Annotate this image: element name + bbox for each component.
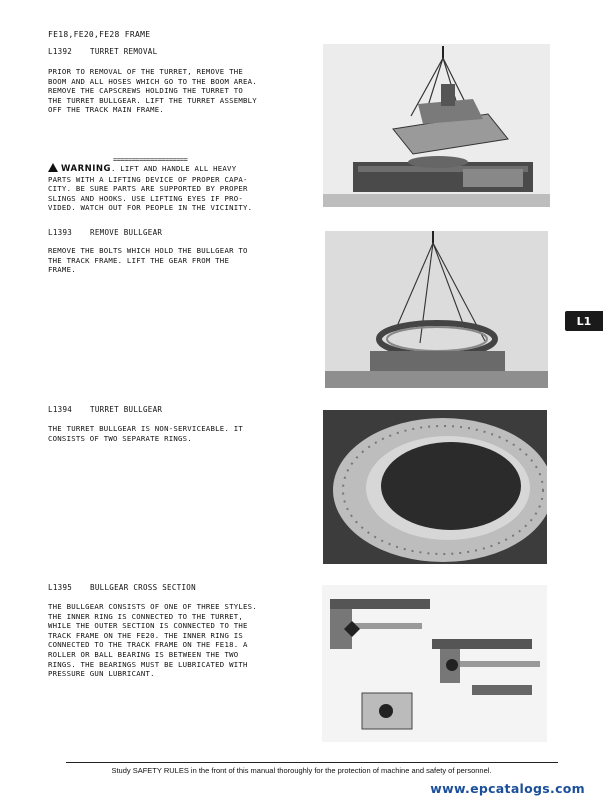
section-tab-badge: L1 — [565, 311, 603, 331]
body-line: THE TURRET BULLGEAR. LIFT THE TURRET ASSEMBLY — [48, 95, 257, 105]
warning-line: CITY. BE SURE PARTS ARE SUPPORTED BY PROPER — [48, 184, 248, 194]
watermark[interactable]: www.epcatalogs.com — [430, 781, 585, 796]
bullgear-cross-section-diagram — [322, 585, 547, 742]
section-title: TURRET BULLGEAR — [90, 405, 163, 414]
body-line: OFF THE TRACK MAIN FRAME. — [48, 105, 165, 115]
body-line: CONNECTED TO THE TRACK FRAME ON THE FE18. A — [48, 640, 248, 650]
section-title: TURRET REMOVAL — [90, 47, 158, 56]
turret-bullgear-photo — [323, 410, 547, 564]
warning-line: VIDED. WATCH OUT FOR PEOPLE IN THE VICINITY. — [48, 203, 253, 213]
section-code: L1394 — [48, 405, 73, 414]
body-line: PRIOR TO REMOVAL OF THE TURRET, REMOVE THE — [48, 67, 244, 76]
section-body-l1395 — [48, 602, 298, 679]
body-line: CONSISTS OF TWO SEPARATE RINGS. — [48, 433, 192, 443]
footer-rule — [66, 762, 558, 763]
section-heading-l1394 — [48, 405, 162, 414]
section-body-l1393 — [48, 246, 298, 275]
warning-rule: ==================== — [113, 156, 188, 164]
section-heading-l1395 — [48, 583, 196, 592]
body-line: THE INNER RING IS CONNECTED TO THE TURRET, — [48, 611, 244, 621]
warning-line: SLINGS AND HOOKS. USE LIFTING EYES IF PRO- — [48, 193, 244, 203]
footer-safety-note: Study SAFETY RULES in the front of this manual thoroughly for the protection of machine and safety of personnel. — [111, 766, 492, 775]
section-heading-l1393 — [48, 228, 162, 237]
body-line: RINGS. THE BEARINGS MUST BE LUBRICATED WITH — [48, 659, 248, 669]
body-line: BOOM AND ALL HOSES WHICH GO TO THE BOOM AREA. — [48, 76, 257, 86]
warning-first-line — [48, 163, 308, 175]
section-code: L1395 — [48, 583, 73, 592]
warning-text: . LIFT AND HANDLE ALL HEAVY — [110, 164, 237, 173]
body-line: THE BULLGEAR CONSISTS OF ONE OF THREE STYLES. — [48, 602, 257, 611]
body-line: REMOVE THE BOLTS WHICH HOLD THE BULLGEAR TO — [48, 246, 248, 255]
section-body-l1394 — [48, 424, 298, 443]
body-line: PRESSURE GUN LUBRICANT. — [48, 669, 155, 679]
warning-block — [48, 163, 308, 213]
warning-triangle-icon — [48, 163, 58, 172]
body-line: TRACK FRAME ON THE FE20. THE INNER RING IS — [48, 630, 244, 640]
section-code: L1393 — [48, 228, 73, 237]
body-line: WHILE THE OUTER SECTION IS CONNECTED TO THE — [48, 621, 248, 631]
bullgear-removal-photo — [325, 231, 548, 388]
section-title: REMOVE BULLGEAR — [90, 228, 163, 237]
body-line: THE TRACK FRAME. LIFT THE GEAR FROM THE — [48, 255, 230, 265]
turret-removal-photo — [323, 44, 550, 207]
section-title: BULLGEAR CROSS SECTION — [90, 583, 196, 592]
page-header-title: FE18,FE20,FE28 FRAME — [48, 30, 151, 39]
body-line: FRAME. — [48, 265, 76, 275]
warning-line: PARTS WITH A LIFTING DEVICE OF PROPER CAPA- — [48, 174, 248, 184]
section-body-l1392 — [48, 67, 298, 115]
body-line: ROLLER OR BALL BEARING IS BETWEEN THE TWO — [48, 649, 239, 659]
body-line: THE TURRET BULLGEAR IS NON-SERVICEABLE. IT — [48, 424, 244, 433]
section-heading-l1392 — [48, 47, 157, 56]
section-code: L1392 — [48, 47, 73, 56]
body-line: REMOVE THE CAPSCREWS HOLDING THE TURRET TO — [48, 86, 244, 96]
warning-label: WARNING — [61, 164, 111, 174]
